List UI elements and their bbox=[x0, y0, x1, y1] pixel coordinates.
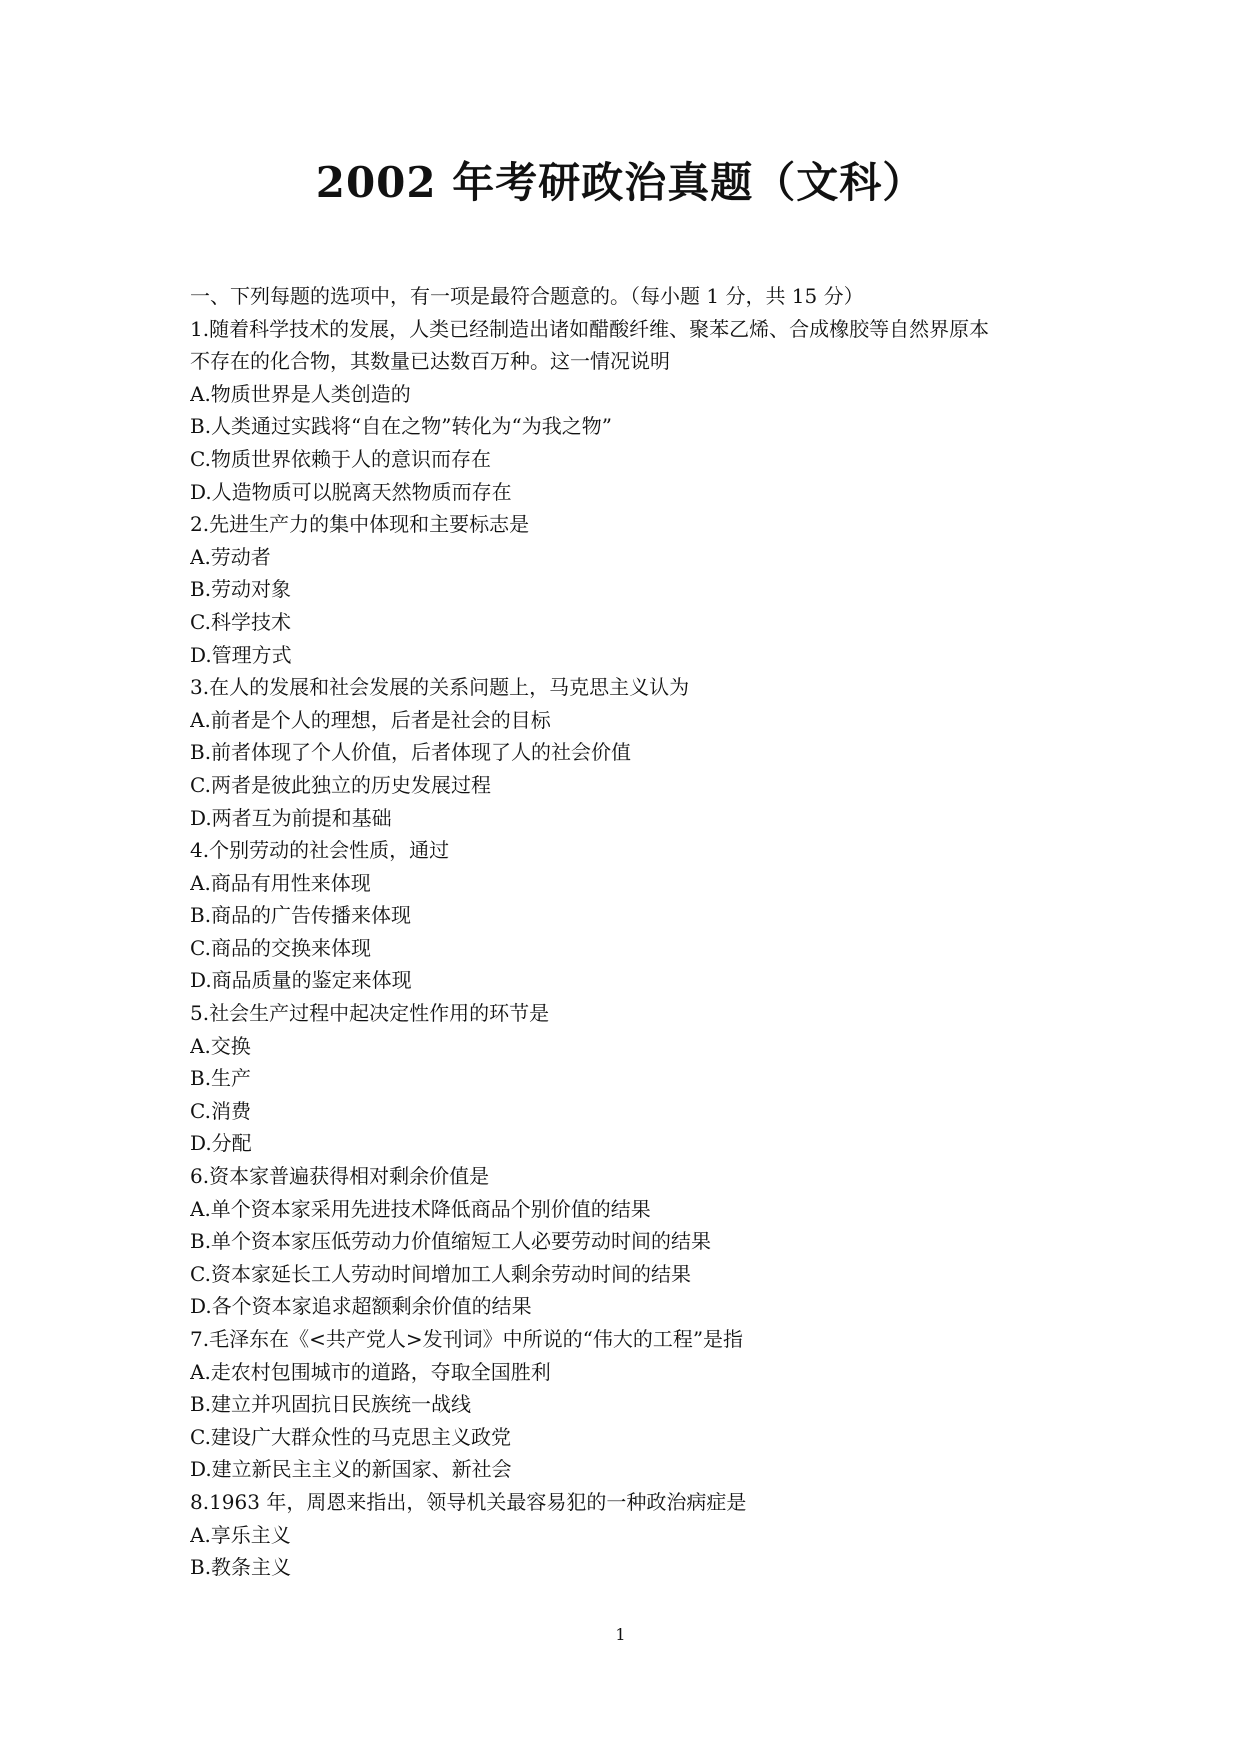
page-title: 2002 年考研政治真题（文科） bbox=[315, 158, 926, 207]
answer-option: C.消费 bbox=[190, 1098, 251, 1123]
answer-option: B.建立并巩固抗日民族统一战线 bbox=[190, 1392, 472, 1417]
question-stem: 2.先进生产力的集中体现和主要标志是 bbox=[190, 512, 530, 537]
answer-option: D.管理方式 bbox=[190, 642, 292, 667]
question-stem: 7.毛泽东在《<共产党人>发刊词》中所说的“伟大的工程”是指 bbox=[190, 1327, 744, 1351]
answer-option: B.前者体现了个人价值，后者体现了人的社会价值 bbox=[190, 740, 632, 765]
answer-option: C.建设广大群众性的马克思主义政党 bbox=[190, 1424, 511, 1449]
answer-option: D.人造物质可以脱离天然物质而存在 bbox=[190, 479, 512, 504]
answer-option: C.科学技术 bbox=[190, 609, 291, 634]
answer-option: C.资本家延长工人劳动时间增加工人剩余劳动时间的结果 bbox=[190, 1261, 691, 1286]
question-stem: 4.个别劳动的社会性质，通过 bbox=[190, 838, 450, 863]
answer-option: A.劳动者 bbox=[190, 544, 271, 569]
answer-option: A.享乐主义 bbox=[190, 1522, 291, 1547]
answer-option: B.人类通过实践将“自在之物”转化为“为我之物” bbox=[190, 414, 612, 439]
answer-option: B.单个资本家压低劳动力价值缩短工人必要劳动时间的结果 bbox=[190, 1229, 712, 1254]
answer-option: A.交换 bbox=[190, 1033, 251, 1058]
question-stem: 8.1963 年，周恩来指出，领导机关最容易犯的一种政治病症是 bbox=[190, 1489, 747, 1514]
question-stem: 不存在的化合物，其数量已达数百万种。这一情况说明 bbox=[190, 349, 670, 374]
answer-option: B.商品的广告传播来体现 bbox=[190, 903, 412, 928]
question-stem: 3.在人的发展和社会发展的关系问题上，马克思主义认为 bbox=[190, 675, 690, 700]
answer-option: D.各个资本家追求超额剩余价值的结果 bbox=[190, 1294, 532, 1319]
answer-option: A.前者是个人的理想，后者是社会的目标 bbox=[190, 707, 551, 732]
question-stem: 6.资本家普遍获得相对剩余价值是 bbox=[190, 1164, 490, 1189]
answer-option: B.教条主义 bbox=[190, 1555, 292, 1580]
answer-option: C.商品的交换来体现 bbox=[190, 935, 371, 960]
answer-option: D.商品质量的鉴定来体现 bbox=[190, 968, 412, 993]
section-heading: 一、下列每题的选项中，有一项是最符合题意的。（每小题 1 分，共 15 分） bbox=[190, 284, 864, 308]
question-stem: 5.社会生产过程中起决定性作用的环节是 bbox=[190, 1001, 550, 1026]
answer-option: B.生产 bbox=[190, 1066, 252, 1091]
question-list bbox=[190, 280, 1070, 1584]
answer-option: B.劳动对象 bbox=[190, 577, 292, 602]
answer-option: D.分配 bbox=[190, 1131, 252, 1156]
answer-option: C.两者是彼此独立的历史发展过程 bbox=[190, 772, 491, 797]
answer-option: A.物质世界是人类创造的 bbox=[190, 381, 411, 406]
answer-option: A.商品有用性来体现 bbox=[190, 870, 371, 895]
answer-option: C.物质世界依赖于人的意识而存在 bbox=[190, 446, 491, 471]
answer-option: D.建立新民主主义的新国家、新社会 bbox=[190, 1457, 512, 1482]
question-stem: 1.随着科学技术的发展，人类已经制造出诸如醋酸纤维、聚苯乙烯、合成橡胶等自然界原本 bbox=[190, 316, 990, 341]
answer-option: A.单个资本家采用先进技术降低商品个别价值的结果 bbox=[190, 1196, 651, 1221]
page-number: 1 bbox=[615, 1625, 626, 1644]
answer-option: A.走农村包围城市的道路，夺取全国胜利 bbox=[190, 1359, 551, 1384]
answer-option: D.两者互为前提和基础 bbox=[190, 805, 392, 830]
